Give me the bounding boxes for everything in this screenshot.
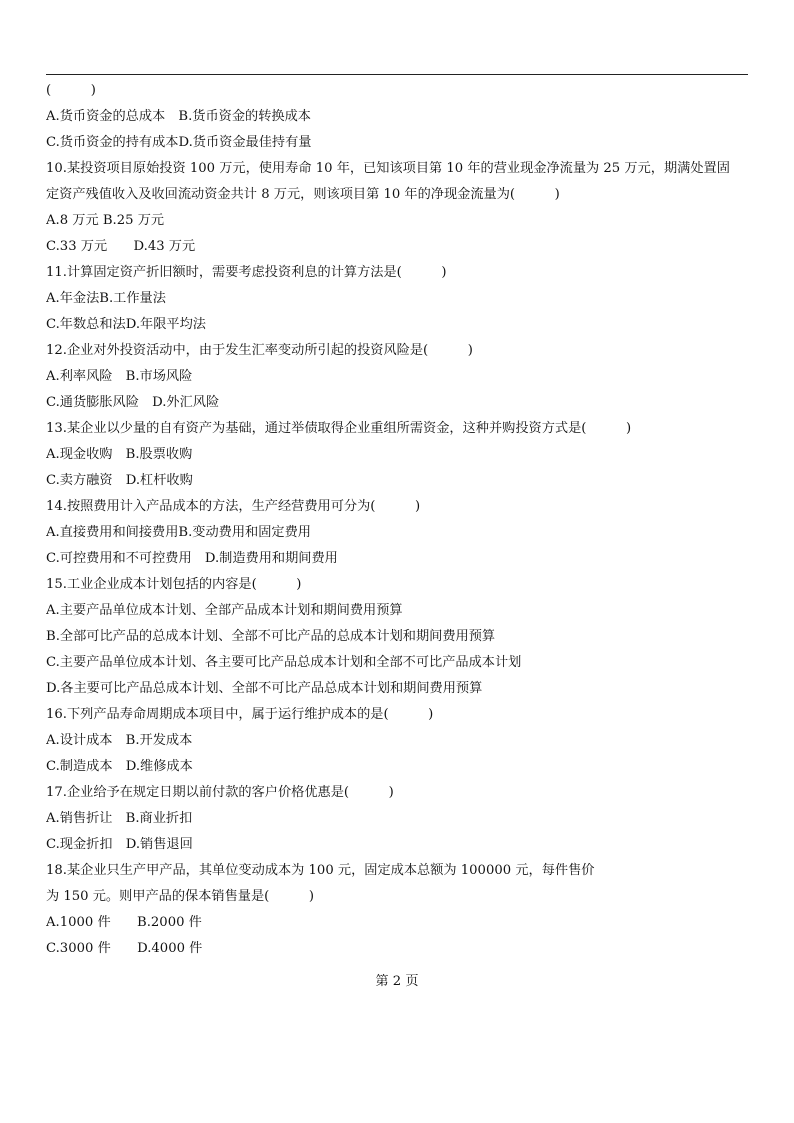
text-line: C.年数总和法D.年限平均法 xyxy=(46,317,206,332)
text-line: A.现金收购 B.股票收购 xyxy=(46,447,193,462)
text-line: 为 150 元。则甲产品的保本销售量是( ) xyxy=(46,889,315,904)
text-line: A.主要产品单位成本计划、全部产品成本计划和期间费用预算 xyxy=(46,603,403,618)
text-line: C.现金折扣 D.销售退回 xyxy=(46,837,193,852)
text-line: ( ) xyxy=(46,83,96,98)
text-line: A.货币资金的总成本 B.货币资金的转换成本 xyxy=(46,109,311,124)
text-line: 14.按照费用计入产品成本的方法，生产经营费用可分为( ) xyxy=(46,499,421,514)
text-line: C.可控费用和不可控费用 D.制造费用和期间费用 xyxy=(46,551,338,566)
text-line: C.货币资金的持有成本D.货币资金最佳持有量 xyxy=(46,135,312,150)
text-line: B.全部可比产品的总成本计划、全部不可比产品的总成本计划和期间费用预算 xyxy=(46,629,496,644)
text-line: A.利率风险 B.市场风险 xyxy=(46,369,193,384)
text-line: C.主要产品单位成本计划、各主要可比产品总成本计划和全部不可比产品成本计划 xyxy=(46,655,522,670)
text-line: 13.某企业以少量的自有资产为基础，通过举债取得企业重组所需资金，这种并购投资方式是( ) xyxy=(46,421,632,436)
text-line: 定资产残值收入及收回流动资金共计 8 万元，则该项目第 10 年的净现金流量为( ) xyxy=(46,187,560,202)
text-line: C.制造成本 D.维修成本 xyxy=(46,759,193,774)
header-rule xyxy=(46,74,748,75)
text-line: 17.企业给予在规定日期以前付款的客户价格优惠是( ) xyxy=(46,785,394,800)
text-line: 15.工业企业成本计划包括的内容是( ) xyxy=(46,577,302,592)
text-line: C.通货膨胀风险 D.外汇风险 xyxy=(46,395,220,410)
text-line: 10.某投资项目原始投资 100 万元，使用寿命 10 年，已知该项目第 10 年的营业现金净流量为 25 万元，期满处置固 xyxy=(46,161,730,176)
text-line: A.8 万元 B.25 万元 xyxy=(46,213,165,228)
text-line: A.年金法B.工作量法 xyxy=(46,291,166,306)
text-line: A.销售折让 B.商业折扣 xyxy=(46,811,193,826)
text-line: A.1000 件 B.2000 件 xyxy=(46,915,202,930)
text-line: 18.某企业只生产甲产品，其单位变动成本为 100 元，固定成本总额为 100000 元，每件售价 xyxy=(46,863,595,878)
text-line: C.33 万元 D.43 万元 xyxy=(46,239,196,254)
question-text-block xyxy=(46,78,758,962)
text-line: 16.下列产品寿命周期成本项目中，属于运行维护成本的是( ) xyxy=(46,707,434,722)
text-line: A.直接费用和间接费用B.变动费用和固定费用 xyxy=(46,525,311,540)
text-line: 12.企业对外投资活动中，由于发生汇率变动所引起的投资风险是( ) xyxy=(46,343,473,358)
text-line: C.卖方融资 D.杠杆收购 xyxy=(46,473,193,488)
text-line: D.各主要可比产品总成本计划、全部不可比产品总成本计划和期间费用预算 xyxy=(46,681,483,696)
page-number: 第 2 页 xyxy=(375,974,419,989)
text-line: 11.计算固定资产折旧额时，需要考虑投资利息的计算方法是( ) xyxy=(46,265,447,280)
text-line: A.设计成本 B.开发成本 xyxy=(46,733,193,748)
text-line: C.3000 件 D.4000 件 xyxy=(46,941,203,956)
